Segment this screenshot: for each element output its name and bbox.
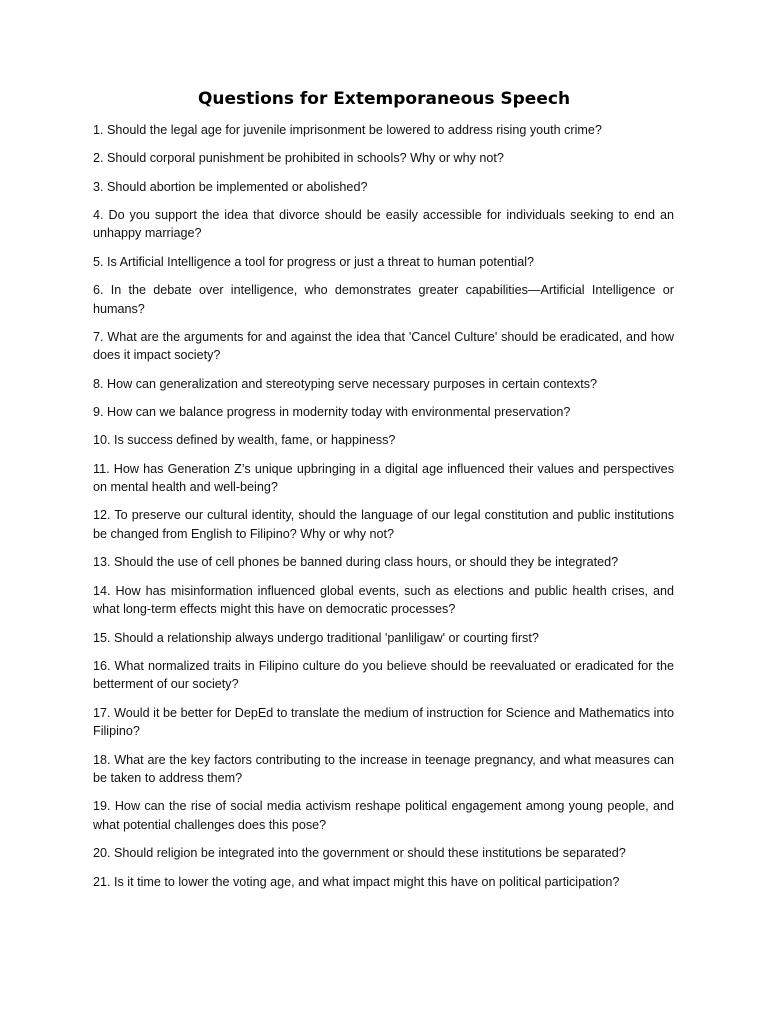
question-item: 19. How can the rise of social media activism reshape political engagement among young people, and what potential challenges does this pose? — [93, 799, 674, 832]
question-item: 16. What normalized traits in Filipino culture do you believe should be reevaluated or eradicated for the betterment of our society? — [93, 658, 674, 692]
question-item: 20. Should religion be integrated into the government or should these institutions be separated? — [93, 846, 626, 861]
document-title: Questions for Extemporaneous Speech — [197, 89, 571, 109]
question-item: 8. How can generalization and stereotyping serve necessary purposes in certain contexts? — [93, 376, 598, 391]
question-item: 7. What are the arguments for and against the idea that 'Cancel Culture' should be eradicated, and how does it impact society? — [93, 329, 674, 363]
question-item: 17. Would it be better for DepEd to translate the medium of instruction for Science and Mathematics into Filipino? — [93, 705, 674, 739]
question-item: 3. Should abortion be implemented or abolished? — [93, 179, 368, 194]
question-item: 11. How has Generation Z’s unique upbringing in a digital age influenced their values and perspectives on mental health and well-being? — [93, 461, 674, 495]
question-item: 2. Should corporal punishment be prohibited in schools? Why or why not? — [93, 151, 504, 166]
question-item: 15. Should a relationship always undergo traditional 'panliligaw' or courting first? — [93, 630, 539, 645]
question-item: 13. Should the use of cell phones be banned during class hours, or should they be integrated? — [93, 555, 619, 570]
question-item: 9. How can we balance progress in modernity today with environmental preservation? — [93, 405, 571, 420]
question-item: 5. Is Artificial Intelligence a tool for progress or just a threat to human potential? — [93, 254, 535, 269]
question-item: 14. How has misinformation influenced global events, such as elections and public health crises, and what long-term effects might this have on democratic processes? — [93, 583, 674, 617]
question-item: 10. Is success defined by wealth, fame, or happiness? — [93, 433, 396, 448]
question-item: 6. In the debate over intelligence, who demonstrates greater capabilities—Artificial Intelligence or humans? — [93, 283, 674, 316]
question-item: 4. Do you support the idea that divorce should be easily accessible for individuals seeking to end an unhappy marriage? — [93, 207, 674, 241]
question-item: 12. To preserve our cultural identity, should the language of our legal constitution and public institutions be changed from English to Filipino? Why or why not? — [93, 508, 674, 542]
question-item: 21. Is it time to lower the voting age, and what impact might this have on political participation? — [93, 874, 620, 889]
question-item: 1. Should the legal age for juvenile imprisonment be lowered to address rising youth crime? — [93, 123, 602, 137]
question-item: 18. What are the key factors contributing to the increase in teenage pregnancy, and what measures can be taken to address them? — [93, 752, 674, 786]
question-list — [93, 121, 674, 901]
